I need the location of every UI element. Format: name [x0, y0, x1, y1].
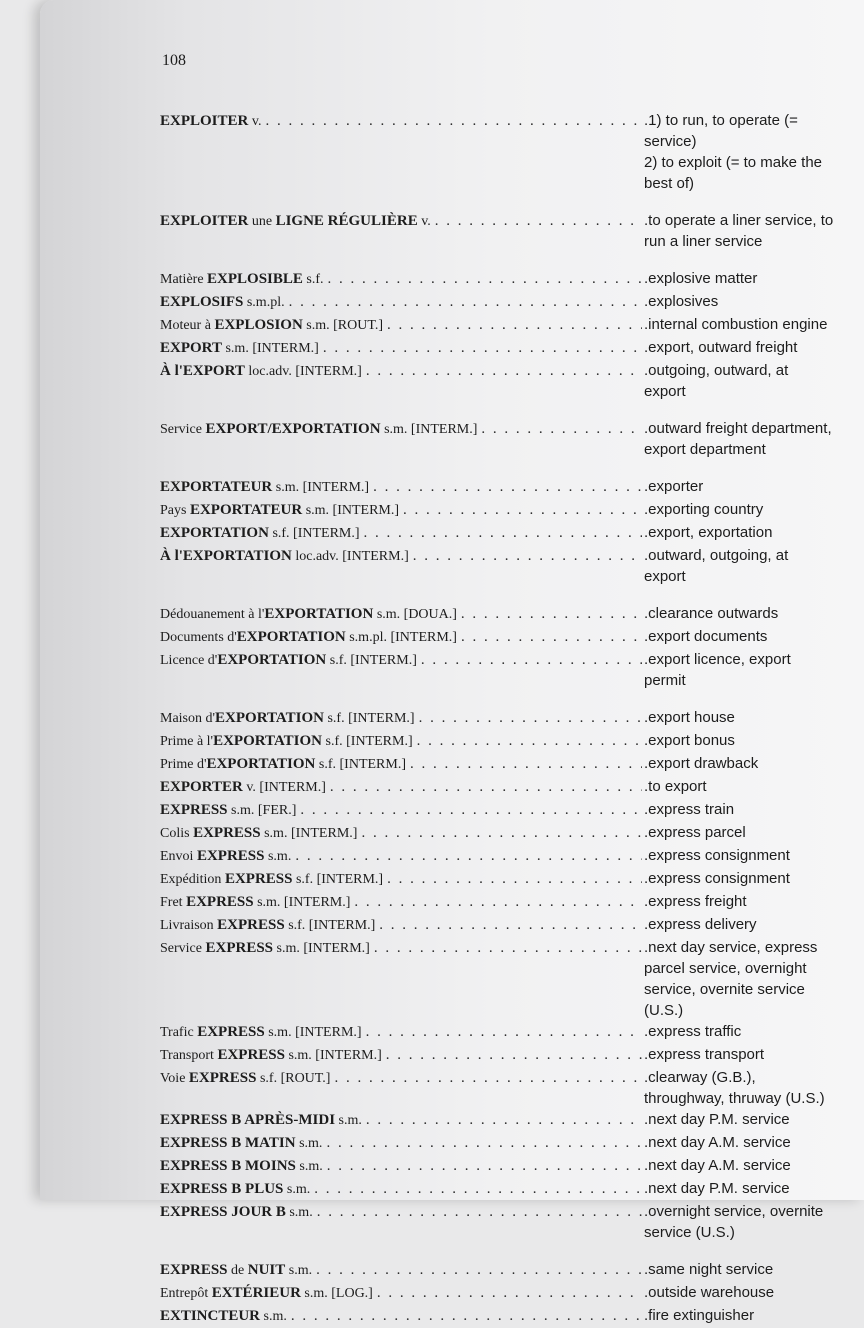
entry-translation: [642, 545, 860, 587]
entry-headword: [160, 268, 642, 291]
entry-headword: [160, 822, 642, 845]
translation-line: . express parcel: [644, 822, 860, 843]
entry-headword: [160, 753, 642, 776]
entry-headword: [160, 1201, 642, 1224]
headword-bold: EXPLOITER: [160, 113, 249, 129]
headword-text: s.m. [INTERM.]: [302, 503, 400, 518]
entry-headword: [160, 418, 642, 441]
dot-leader: [323, 337, 642, 360]
entry-headword: [160, 1155, 642, 1178]
dot-leader: [291, 1305, 642, 1328]
dictionary-entry: [160, 776, 860, 799]
headword-text: Expédition: [160, 872, 225, 887]
headword-text: v.: [248, 114, 262, 129]
headword-text: s.f. [INTERM.]: [323, 711, 415, 726]
headword-text: s.m. [DOUA.]: [373, 607, 457, 622]
headword-text: s.m. [INTERM.]: [253, 895, 351, 910]
headword-bold: EXPRESS: [193, 825, 261, 841]
entry-translation: [642, 110, 860, 194]
headword-bold: EXPORTER: [160, 779, 243, 795]
dot-leader: [386, 1044, 642, 1067]
headword-text: s.m. [INTERM.]: [272, 480, 370, 495]
headword-text: s.f. [INTERM.]: [315, 757, 407, 772]
headword-text: s.f. [INTERM.]: [326, 653, 417, 668]
dictionary-entry: [160, 522, 860, 545]
headword-bold: EXPLOSIBLE: [207, 271, 303, 287]
headword-bold: EXPRESS B APRÈS-MIDI: [160, 1112, 336, 1128]
headword-text: s.f.: [302, 272, 324, 287]
entry-headword: [160, 1259, 642, 1282]
dictionary-entry: [160, 360, 860, 402]
headword-text: v. [INTERM.]: [242, 780, 326, 795]
headword-text: s.m. [INTERM.]: [264, 1025, 362, 1040]
headword-bold: EXPRESS JOUR B: [160, 1204, 286, 1220]
headword-bold: NUIT: [247, 1262, 286, 1278]
headword-bold: EXPRESS: [217, 917, 285, 933]
dictionary-entry: [160, 937, 860, 1021]
translation-line: . outward, outgoing, at: [644, 545, 860, 566]
headword-bold: EXPLOSIFS: [160, 294, 244, 310]
translation-line: . express traffic: [644, 1021, 860, 1042]
headword-text: s.m.: [260, 1309, 287, 1324]
dictionary-entry: [160, 626, 860, 649]
entry-translation: [642, 707, 860, 728]
entry-headword: [160, 337, 642, 360]
headword-text: s.m. [LOG.]: [300, 1286, 373, 1301]
dot-leader: [314, 1178, 642, 1201]
headword-text: s.m.: [335, 1113, 362, 1128]
entry-translation: [642, 314, 860, 335]
entry-headword: [160, 210, 642, 233]
dictionary-entry: [160, 603, 860, 626]
headword-bold: EXTÉRIEUR: [211, 1285, 301, 1301]
headword-bold: EXPRESS: [188, 1070, 257, 1086]
translation-line: . outward freight department,: [644, 418, 860, 439]
translation-line: 2) to exploit (= to make the: [644, 154, 823, 171]
entry-translation: [642, 268, 860, 289]
headword-bold: EXPLOSION: [214, 317, 303, 333]
dot-leader: [265, 110, 642, 133]
headword-bold: EXPORTATION: [215, 710, 324, 726]
headword-bold: EXPORTATION: [213, 733, 323, 749]
headword-text: Fret: [160, 895, 187, 910]
dot-leader: [374, 937, 642, 960]
dot-leader: [295, 845, 642, 868]
translation-line: . outgoing, outward, at: [644, 360, 860, 381]
headword-bold: EXPRESS B MOINS: [160, 1158, 296, 1174]
dot-leader: [327, 1155, 642, 1178]
translation-line: . export bonus: [644, 730, 860, 751]
headword-bold: EXTINCTEUR: [160, 1308, 261, 1324]
entry-headword: [160, 1044, 642, 1067]
dictionary-page: [40, 0, 864, 1324]
headword-bold: EXPRESS B PLUS: [160, 1181, 284, 1197]
entry-list: [160, 110, 860, 1328]
dictionary-entry: [160, 1201, 860, 1243]
translation-line: . express consignment: [644, 845, 860, 866]
entry-headword: [160, 1067, 642, 1090]
entry-headword: [160, 799, 642, 822]
headword-bold: EXPORT/EXPORTATION: [205, 421, 381, 437]
entry-headword: [160, 914, 642, 937]
translation-line: run a liner service: [644, 233, 763, 250]
entry-translation: [642, 799, 860, 820]
headword-text: Prime à l': [160, 734, 214, 749]
translation-line: . fire extinguisher: [644, 1305, 860, 1326]
headword-text: Maison d': [160, 711, 216, 726]
dot-leader: [326, 1132, 642, 1155]
translation-line: . internal combustion engine: [644, 314, 860, 335]
entry-translation: [642, 1044, 860, 1065]
entry-translation: [642, 1021, 860, 1042]
dot-leader: [417, 730, 642, 753]
entry-translation: [642, 868, 860, 889]
entry-headword: [160, 868, 642, 891]
translation-line: . express transport: [644, 1044, 860, 1065]
translation-line: . export drawback: [644, 753, 860, 774]
headword-bold: EXPORTATION: [264, 606, 374, 622]
entry-headword: [160, 360, 642, 383]
translation-line: . export house: [644, 707, 860, 728]
translation-line: . express train: [644, 799, 860, 820]
entry-translation: [642, 1155, 860, 1176]
dictionary-entry: [160, 337, 860, 360]
entry-headword: [160, 1178, 642, 1201]
dictionary-entry: [160, 314, 860, 337]
dot-leader: [379, 914, 642, 937]
entry-translation: [642, 649, 860, 691]
dictionary-entry: [160, 799, 860, 822]
headword-text: s.m.: [285, 1205, 313, 1220]
headword-text: Matière: [160, 272, 208, 287]
translation-line: . explosives: [644, 291, 860, 312]
dot-leader: [300, 799, 642, 822]
dot-leader: [387, 868, 642, 891]
dictionary-entry: [160, 914, 860, 937]
entry-headword: [160, 545, 642, 568]
headword-text: s.m. [INTERM.]: [380, 422, 478, 437]
dictionary-entry: [160, 110, 860, 194]
headword-text: loc.adv. [INTERM.]: [291, 549, 409, 564]
headword-bold: LIGNE RÉGULIÈRE: [275, 213, 418, 229]
entry-translation: [642, 776, 860, 797]
dot-leader: [377, 1282, 642, 1305]
headword-text: s.m.: [283, 1182, 311, 1197]
headword-text: de: [227, 1263, 248, 1278]
translation-line: . next day P.M. service: [644, 1178, 860, 1199]
entry-headword: [160, 937, 642, 960]
dictionary-entry: [160, 1044, 860, 1067]
headword-text: Licence d': [160, 653, 218, 668]
dictionary-entry: [160, 210, 860, 252]
dictionary-entry: [160, 1178, 860, 1201]
dictionary-entry: [160, 545, 860, 587]
headword-text: s.m.: [285, 1263, 313, 1278]
headword-text: Service: [160, 422, 206, 437]
entry-headword: [160, 730, 642, 753]
translation-line: . clearance outwards: [644, 603, 860, 624]
headword-text: Documents d': [160, 630, 237, 645]
dot-leader: [413, 545, 642, 568]
headword-text: s.m. [FER.]: [227, 803, 297, 818]
dictionary-entry: [160, 1021, 860, 1044]
dot-leader: [364, 522, 642, 545]
dot-leader: [334, 1067, 642, 1090]
translation-line: (U.S.): [644, 1002, 684, 1019]
entry-translation: [642, 522, 860, 543]
dictionary-entry: [160, 1282, 860, 1305]
entry-headword: [160, 476, 642, 499]
entry-headword: [160, 291, 642, 314]
dot-leader: [366, 1021, 642, 1044]
dictionary-entry: [160, 707, 860, 730]
dictionary-entry: [160, 418, 860, 460]
headword-bold: EXPRESS: [224, 871, 293, 887]
entry-headword: [160, 1109, 642, 1132]
entry-translation: [642, 753, 860, 774]
headword-text: Livraison: [160, 918, 218, 933]
headword-bold: EXPORTATION: [236, 629, 346, 645]
dictionary-entry: [160, 1109, 860, 1132]
headword-text: Moteur à: [160, 318, 215, 333]
headword-text: Prime d': [160, 757, 207, 772]
entry-translation: [642, 603, 860, 624]
entry-translation: [642, 822, 860, 843]
entry-translation: [642, 1305, 860, 1326]
headword-text: Entrepôt: [160, 1286, 212, 1301]
translation-line: export: [644, 383, 686, 400]
entry-headword: [160, 1132, 642, 1155]
headword-text: s.m. [INTERM.]: [260, 826, 358, 841]
headword-text: loc.adv. [INTERM.]: [244, 364, 362, 379]
dot-leader: [289, 291, 642, 314]
translation-line: . next day P.M. service: [644, 1109, 860, 1130]
translation-line: . next day A.M. service: [644, 1132, 860, 1153]
entry-headword: [160, 603, 642, 626]
entry-headword: [160, 776, 642, 799]
headword-bold: EXPRESS: [160, 1262, 228, 1278]
headword-text: s.m. [INTERM.]: [221, 341, 319, 356]
translation-line: throughway, thruway (U.S.): [644, 1090, 825, 1107]
dictionary-entry: [160, 499, 860, 522]
headword-text: Voie: [160, 1071, 189, 1086]
headword-text: s.m.: [264, 849, 292, 864]
headword-bold: EXPORTATION: [160, 525, 269, 541]
dot-leader: [461, 603, 642, 626]
headword-bold: EXPORTATEUR: [189, 502, 303, 518]
entry-translation: [642, 337, 860, 358]
dictionary-entry: [160, 476, 860, 499]
headword-text: s.f. [INTERM.]: [284, 918, 376, 933]
dot-leader: [361, 822, 642, 845]
dictionary-entry: [160, 1155, 860, 1178]
translation-line: best of): [644, 175, 695, 192]
dot-leader: [421, 649, 642, 672]
translation-line: . clearway (G.B.),: [644, 1067, 860, 1088]
translation-line: . next day service, express: [644, 937, 860, 958]
headword-bold: EXPRESS: [196, 848, 265, 864]
dot-leader: [373, 476, 642, 499]
entry-headword: [160, 891, 642, 914]
dot-leader: [419, 707, 642, 730]
dot-leader: [461, 626, 642, 649]
headword-text: s.m.: [295, 1159, 323, 1174]
headword-text: s.m. [ROUT.]: [302, 318, 384, 333]
entry-translation: [642, 1201, 860, 1243]
entry-headword: [160, 314, 642, 337]
dot-leader: [435, 210, 642, 233]
headword-text: une: [248, 214, 276, 229]
entry-translation: [642, 418, 860, 460]
headword-text: Service: [160, 941, 206, 956]
entry-headword: [160, 649, 642, 672]
entry-translation: [642, 476, 860, 497]
dot-leader: [366, 1109, 642, 1132]
translation-line: . exporting country: [644, 499, 860, 520]
entry-headword: [160, 1021, 642, 1044]
headword-bold: EXPORTATION: [217, 652, 327, 668]
entry-translation: [642, 1067, 860, 1109]
dictionary-entry: [160, 291, 860, 314]
entry-translation: [642, 1109, 860, 1130]
headword-text: Dédouanement à l': [160, 607, 265, 622]
dot-leader: [387, 314, 642, 337]
dictionary-entry: [160, 1067, 860, 1109]
translation-line: . express freight: [644, 891, 860, 912]
dictionary-entry: [160, 730, 860, 753]
translation-line: . explosive matter: [644, 268, 860, 289]
headword-text: s.m.pl.: [243, 295, 285, 310]
entry-translation: [642, 1259, 860, 1280]
entry-headword: [160, 522, 642, 545]
entry-headword: [160, 626, 642, 649]
translation-line: . outside warehouse: [644, 1282, 860, 1303]
entry-headword: [160, 110, 642, 133]
dot-leader: [354, 891, 642, 914]
translation-line: . export, outward freight: [644, 337, 860, 358]
headword-bold: EXPORTATEUR: [160, 479, 273, 495]
translation-line: service (U.S.): [644, 1224, 735, 1241]
translation-line: . express consignment: [644, 868, 860, 889]
headword-text: s.f. [ROUT.]: [256, 1071, 331, 1086]
headword-text: s.m.: [295, 1136, 323, 1151]
translation-line: . overnight service, overnite: [644, 1201, 860, 1222]
entry-translation: [642, 210, 860, 252]
translation-line: export department: [644, 441, 766, 458]
translation-line: parcel service, overnight: [644, 960, 807, 977]
headword-text: s.m.pl. [INTERM.]: [345, 630, 457, 645]
headword-text: Colis: [160, 826, 194, 841]
dictionary-entry: [160, 649, 860, 691]
entry-translation: [642, 1282, 860, 1303]
translation-line: . export documents: [644, 626, 860, 647]
entry-translation: [642, 730, 860, 751]
dot-leader: [316, 1259, 642, 1282]
headword-bold: À l'EXPORT: [160, 363, 245, 379]
translation-line: . export licence, export: [644, 649, 860, 670]
headword-bold: EXPRESS: [205, 940, 274, 956]
headword-text: Transport: [160, 1048, 218, 1063]
headword-bold: EXPLOITER: [160, 213, 249, 229]
entry-headword: [160, 707, 642, 730]
headword-text: s.m. [INTERM.]: [273, 941, 370, 956]
dictionary-entry: [160, 1305, 860, 1328]
translation-line: service, overnite service: [644, 981, 805, 998]
entry-headword: [160, 1305, 642, 1328]
translation-line: . exporter: [644, 476, 860, 497]
translation-line: . same night service: [644, 1259, 860, 1280]
headword-bold: EXPRESS: [160, 802, 228, 818]
entry-translation: [642, 626, 860, 647]
headword-bold: EXPRESS B MATIN: [160, 1135, 296, 1151]
translation-line: . next day A.M. service: [644, 1155, 860, 1176]
dot-leader: [403, 499, 642, 522]
dictionary-entry: [160, 753, 860, 776]
dot-leader: [366, 360, 642, 383]
headword-text: Trafic: [160, 1025, 198, 1040]
headword-bold: EXPRESS: [217, 1047, 285, 1063]
translation-line: . express delivery: [644, 914, 860, 935]
entry-headword: [160, 1282, 642, 1305]
translation-line: . 1) to run, to operate (=: [644, 110, 860, 131]
entry-translation: [642, 360, 860, 402]
entry-translation: [642, 1132, 860, 1153]
entry-headword: [160, 845, 642, 868]
entry-translation: [642, 937, 860, 1021]
headword-text: s.f. [INTERM.]: [322, 734, 413, 749]
headword-text: v.: [417, 214, 431, 229]
translation-line: . export, exportation: [644, 522, 860, 543]
dictionary-entry: [160, 822, 860, 845]
dictionary-entry: [160, 1132, 860, 1155]
entry-translation: [642, 914, 860, 935]
dictionary-entry: [160, 868, 860, 891]
dot-leader: [410, 753, 642, 776]
headword-bold: EXPRESS: [186, 894, 254, 910]
dictionary-entry: [160, 268, 860, 291]
dot-leader: [317, 1201, 642, 1224]
entry-translation: [642, 891, 860, 912]
headword-bold: À l'EXPORTATION: [160, 548, 292, 564]
entry-translation: [642, 845, 860, 866]
headword-text: Pays: [160, 503, 190, 518]
headword-text: s.f. [INTERM.]: [292, 872, 384, 887]
headword-bold: EXPORT: [160, 340, 222, 356]
dot-leader: [330, 776, 642, 799]
headword-text: s.m. [INTERM.]: [284, 1048, 382, 1063]
entry-headword: [160, 499, 642, 522]
dot-leader: [481, 418, 642, 441]
page-number: 108: [162, 52, 186, 69]
translation-line: service): [644, 133, 697, 150]
translation-line: . to export: [644, 776, 860, 797]
entry-translation: [642, 499, 860, 520]
entry-translation: [642, 291, 860, 312]
dictionary-entry: [160, 891, 860, 914]
headword-bold: EXPORTATION: [206, 756, 316, 772]
dictionary-entry: [160, 845, 860, 868]
headword-text: s.f. [INTERM.]: [268, 526, 360, 541]
translation-line: permit: [644, 672, 686, 689]
dot-leader: [328, 268, 642, 291]
dictionary-entry: [160, 1259, 860, 1282]
headword-bold: EXPRESS: [197, 1024, 265, 1040]
translation-line: export: [644, 568, 686, 585]
entry-translation: [642, 1178, 860, 1199]
headword-text: Envoi: [160, 849, 197, 864]
translation-line: . to operate a liner service, to: [644, 210, 860, 231]
